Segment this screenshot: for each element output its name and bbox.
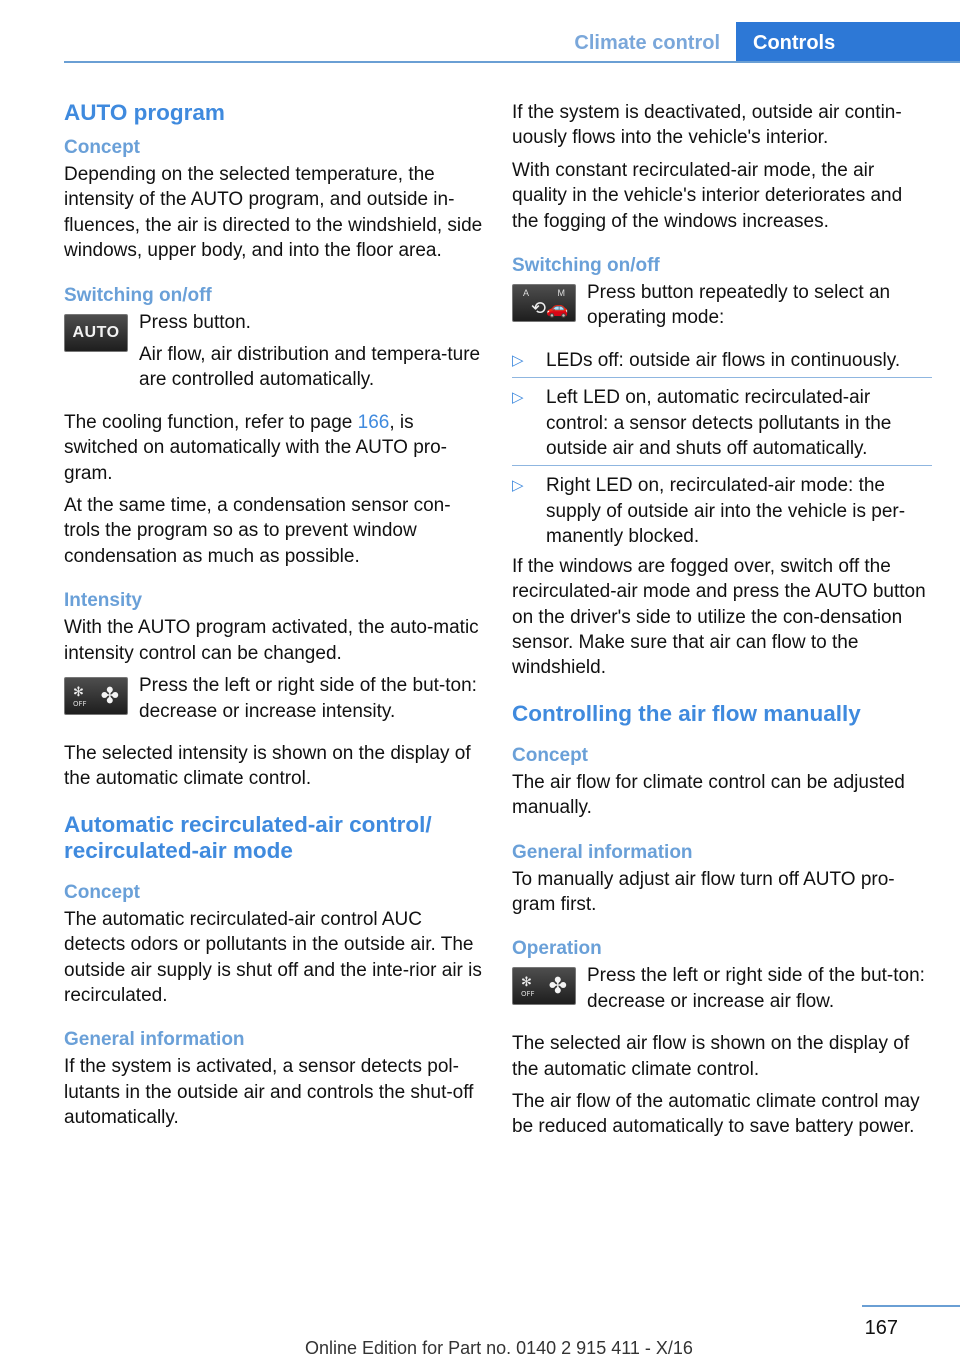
cooling-post: , is switched on automatically with the AUTO pro-gram. (64, 411, 447, 484)
list-divider (512, 465, 932, 466)
fan-large-icon: ✤ (100, 683, 119, 709)
mode-text: LEDs off: outside air flows in continuously. (546, 349, 901, 371)
recirc-button-row (512, 280, 932, 331)
paragraph-airflow-display: The selected air flow is shown on the display of the automatic climate control. (512, 1033, 910, 1080)
footer-edition: Online Edition for Part no. 0140 2 915 411 - X/16 (305, 1338, 693, 1358)
auto-button-icon (64, 314, 128, 352)
fan-button-icon (512, 967, 576, 1005)
intensity-button-row (64, 673, 484, 724)
auto-button-row (64, 310, 484, 393)
fan-off-label: OFF (521, 990, 535, 999)
triangle-bullet-icon: ▷ (512, 389, 524, 407)
header-rule (64, 61, 960, 63)
heading-recirculated-air: Automatic recirculated-air control/ recirculated-air mode (64, 811, 432, 863)
subheading-general-info-manual: General information (512, 841, 693, 863)
paragraph-manual-concept: The air flow for climate control can be adjusted manually. (512, 771, 905, 819)
subheading-general-info: General information (64, 1029, 245, 1051)
mode-text: Left LED on, automatic recirculated-air control: a sensor detects pollutants in the outside air and shuts off automatically. (546, 387, 892, 460)
paragraph-deactivated: If the system is deactivated, outside air contin-uously flows into the vehicle's interior. (512, 102, 902, 149)
triangle-bullet-icon: ▷ (512, 477, 524, 495)
airflow-button-row (512, 963, 932, 1014)
fan-small-icon: ✻ (521, 974, 532, 990)
page-number: 167 (864, 1317, 898, 1339)
list-divider (512, 377, 932, 378)
cooling-pre: The cooling function, refer to page (64, 411, 358, 433)
subheading-operation: Operation (512, 938, 602, 960)
paragraph-intensity: With the AUTO program activated, the auto-matic intensity control can be changed. (64, 617, 479, 664)
heading-auto-program: AUTO program (64, 100, 225, 125)
list-item (512, 385, 932, 461)
recirc-m-label: M (557, 288, 565, 299)
paragraph-condensation: At the same time, a condensation sensor con-trols the program so as to prevent window condensation as much as possible. (64, 495, 451, 567)
recirc-button-icon (512, 284, 576, 322)
airflow-text: Air flow, air distribution and tempera-ture are controlled automatically. (139, 344, 481, 391)
left-column (64, 100, 484, 1131)
auto-button-label: AUTO (72, 323, 120, 341)
paragraph-recirc-button: Press button repeatedly to select an operating mode: (587, 282, 891, 329)
subheading-concept: Concept (64, 137, 140, 158)
heading-manual-airflow: Controlling the air flow manually (512, 700, 861, 726)
paragraph-intensity-button: Press the left or right side of the but-ton: decrease or increase intensity. (139, 675, 477, 722)
paragraph-constant-recirc: With constant recirculated-air mode, the air quality in the vehicle's interior deteriorates and the fogging of the windows increases. (512, 159, 903, 232)
header-section-title: Climate control (574, 32, 720, 54)
paragraph-press-button: Press button. (139, 311, 251, 333)
mode-text: Right LED on, recirculated-air mode: the supply of outside air into the vehicle is per-manently blocked. (546, 475, 906, 548)
right-column (512, 100, 932, 1140)
recirc-a-label: A (523, 288, 530, 299)
paragraph-operation-button: Press the left or right side of the but-ton: decrease or increase air flow. (587, 965, 925, 1012)
header-tab-controls[interactable]: Controls (736, 22, 960, 62)
triangle-bullet-icon: ▷ (512, 351, 524, 369)
page-link-166[interactable]: 166 (357, 411, 390, 433)
mode-list (512, 348, 932, 550)
car-recirculation-icon: ⟲🚗 (531, 298, 569, 319)
paragraph-recirc-general: If the system is activated, a sensor detects pol-lutants in the outside air and controls the shut-off automatically. (64, 1056, 474, 1129)
paragraph-recirc-concept: The automatic recirculated-air control AUC detects odors or pollutants in the outside air. The outside air supply is shut off and the inte-rior air is recirculated. (64, 908, 482, 1006)
subheading-switching: Switching on/off (64, 284, 212, 306)
subheading-concept-manual: Concept (512, 744, 588, 766)
fan-small-icon: ✻ (73, 684, 84, 700)
paragraph-auto-concept: Depending on the selected temperature, the intensity of the AUTO program, and outside in-fluences, the air is directed to the windshield, side windows, upper body, and into the floor area. (64, 164, 483, 262)
paragraph-fogged: If the windows are fogged over, switch off the recirculated-air mode and press the AUTO button on the driver's side to utilize the con-densation sensor. Make sure that air can flow to the windshield. (512, 555, 926, 679)
paragraph-cooling (64, 410, 484, 486)
fan-button-icon (64, 677, 128, 715)
subheading-switching-recirc: Switching on/off (512, 255, 660, 277)
list-item (512, 348, 932, 373)
subheading-concept-recirc: Concept (64, 881, 140, 903)
fan-off-label: OFF (73, 700, 87, 709)
footer-rule (862, 1305, 960, 1307)
paragraph-battery: The air flow of the automatic climate control may be reduced automatically to save battery power. (512, 1090, 920, 1138)
list-item (512, 473, 932, 549)
paragraph-manual-general: To manually adjust air flow turn off AUTO pro-gram first. (512, 868, 895, 915)
subheading-intensity: Intensity (64, 590, 143, 612)
paragraph-intensity-display: The selected intensity is shown on the display of the automatic climate control. (64, 742, 471, 790)
fan-large-icon: ✤ (548, 973, 567, 999)
